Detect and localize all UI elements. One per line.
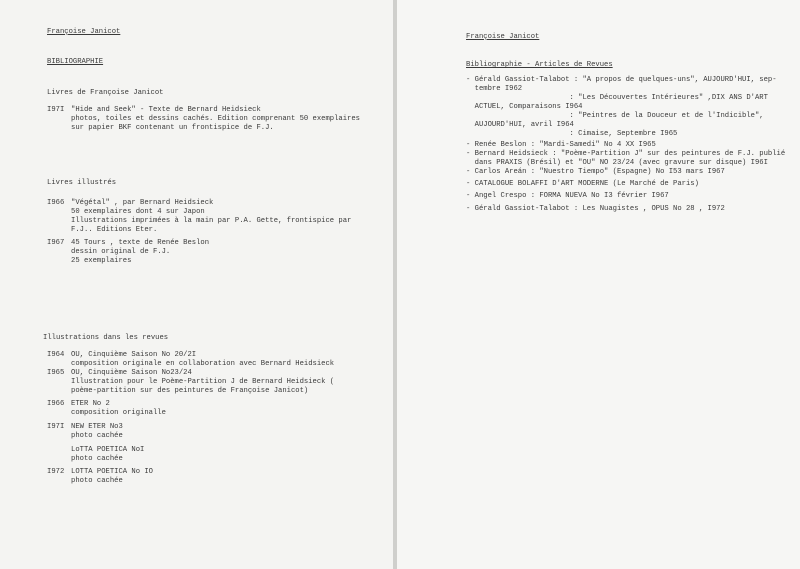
article-line: : Cimaise, Septembre I965 bbox=[466, 130, 678, 138]
entry-line: composition originale en collaboration avec Bernard Heidsieck bbox=[71, 360, 335, 368]
article-entry bbox=[466, 141, 785, 168]
section-title-illustres: Livres illustrés bbox=[47, 179, 117, 187]
entry-line: composition originalle bbox=[71, 409, 166, 417]
article-line: - Carlos Areán : "Nuestro Tiempo" (Espagne) No I53 mars I967 bbox=[466, 168, 725, 176]
article-line: - CATALOGUE BOLAFFI D'ART MODERNE (Le Marché de Paris) bbox=[466, 180, 699, 188]
entry-year: I966 bbox=[47, 199, 65, 207]
right-author-name: Françoise Janicot bbox=[466, 33, 540, 41]
bibliography-heading: BIBLIOGRAPHIE bbox=[47, 58, 104, 66]
article-line: tembre I962 bbox=[466, 85, 523, 93]
entry-line: 25 exemplaires bbox=[71, 257, 132, 265]
article-line: - Gérald Gassiot-Talabot : Les Nuagistes , OPUS No 28 , I972 bbox=[466, 205, 725, 213]
entry-line: LoTTA POETICA NoI bbox=[71, 446, 145, 454]
entry-line: NEW ETER No3 bbox=[71, 423, 123, 431]
article-line: - Gérald Gassiot-Talabot : "A propos de quelques-uns", AUJOURD'HUI, sep- bbox=[466, 76, 777, 84]
article-line: ACTUEL, Comparaisons I964 bbox=[466, 103, 583, 111]
entry-year: I97I bbox=[47, 106, 65, 114]
article-line: : "Les Découvertes Intérieures" ,DIX ANS D'ART bbox=[466, 94, 768, 102]
bibliography-entry bbox=[47, 106, 360, 133]
entry-year: I965 bbox=[47, 369, 65, 377]
entry-line: "Végétal" , par Bernard Heidsieck bbox=[71, 199, 214, 207]
article-entry bbox=[466, 192, 669, 201]
entry-line: photos, toiles et dessins cachés. Edition comprenant 50 exemplaires bbox=[71, 115, 360, 123]
entry-line: Illustration pour le Poème-Partition J de Bernard Heidsieck ( bbox=[71, 378, 335, 386]
article-entry bbox=[466, 205, 725, 214]
article-entry bbox=[466, 76, 777, 139]
entry-line: sur papier BKF contenant un frontispice de F.J. bbox=[71, 124, 274, 132]
entry-year: I967 bbox=[47, 239, 65, 247]
entry-body bbox=[71, 369, 334, 396]
entry-line: F.J.. Editions Eter. bbox=[71, 226, 158, 234]
article-line: - Angel Crespo : FORMA NUEVA No I3 février I967 bbox=[466, 192, 669, 200]
entry-body bbox=[71, 468, 153, 486]
articles-heading: Bibliographie - Articles de Revues bbox=[466, 61, 613, 69]
entry-body bbox=[71, 400, 166, 418]
article-line: - Bernard Heidsieck : "Poème-Partition J" sur des peintures de F.J. publié bbox=[466, 150, 786, 158]
article-line: : "Peintres de la Douceur et de l'Indicible", bbox=[466, 112, 764, 120]
section-title-revues: Illustrations dans les revues bbox=[43, 334, 169, 342]
article-line: - Renée Beslon : "Mardi-Samedi" No 4 XX I965 bbox=[466, 141, 656, 149]
entry-line: LOTTA POETICA No IO bbox=[71, 468, 153, 476]
article-entry bbox=[466, 168, 725, 177]
entry-line: 50 exemplaires dont 4 sur Japon bbox=[71, 208, 205, 216]
entry-year: I964 bbox=[47, 351, 65, 359]
author-name: Françoise Janicot bbox=[47, 28, 121, 36]
entry-body bbox=[71, 351, 334, 369]
article-entry bbox=[466, 180, 699, 189]
entry-body bbox=[71, 106, 360, 133]
entry-line: ETER No 2 bbox=[71, 400, 110, 408]
bibliography-entry bbox=[47, 400, 166, 418]
bibliography-entry bbox=[47, 446, 144, 464]
entry-line: OU, Cinquième Saison No 20/2I bbox=[71, 351, 197, 359]
bibliography-entry bbox=[47, 199, 351, 235]
article-line: AUJOURD'HUI, avril I964 bbox=[466, 121, 574, 129]
entry-year: I972 bbox=[47, 468, 65, 476]
entry-body bbox=[71, 239, 209, 266]
entry-body bbox=[71, 199, 351, 235]
entry-line: "Hide and Seek" - Texte de Bernard Heidsieck bbox=[71, 106, 261, 114]
entry-year: I97I bbox=[47, 423, 65, 431]
entry-body bbox=[71, 446, 144, 464]
entry-line: OU, Cinquième Saison No23/24 bbox=[71, 369, 192, 377]
entry-year: I966 bbox=[47, 400, 65, 408]
entry-line: photo cachée bbox=[71, 432, 123, 440]
entry-line: poème-partition sur des peintures de Françoise Janicot) bbox=[71, 387, 309, 395]
bibliography-entry bbox=[47, 239, 209, 266]
entry-line: dessin original de F.J. bbox=[71, 248, 171, 256]
entry-line: photo cachée bbox=[71, 477, 123, 485]
bibliography-entry bbox=[47, 423, 123, 441]
bibliography-entry bbox=[47, 351, 334, 369]
article-line: dans PRAXIS (Brésil) et "OU" NO 23/24 (avec gravure sur disque) I96I bbox=[466, 159, 768, 167]
entry-body bbox=[71, 423, 123, 441]
entry-line: Illustrations imprimées à la main par P.A. Gette, frontispice par bbox=[71, 217, 352, 225]
entry-line: photo cachée bbox=[71, 455, 123, 463]
bibliography-entry bbox=[47, 468, 153, 486]
bibliography-entry bbox=[47, 369, 334, 396]
entry-line: 45 Tours , texte de Renée Beslon bbox=[71, 239, 210, 247]
section-title-livres: Livres de Françoise Janicot bbox=[47, 89, 164, 97]
entry-year bbox=[47, 446, 71, 464]
